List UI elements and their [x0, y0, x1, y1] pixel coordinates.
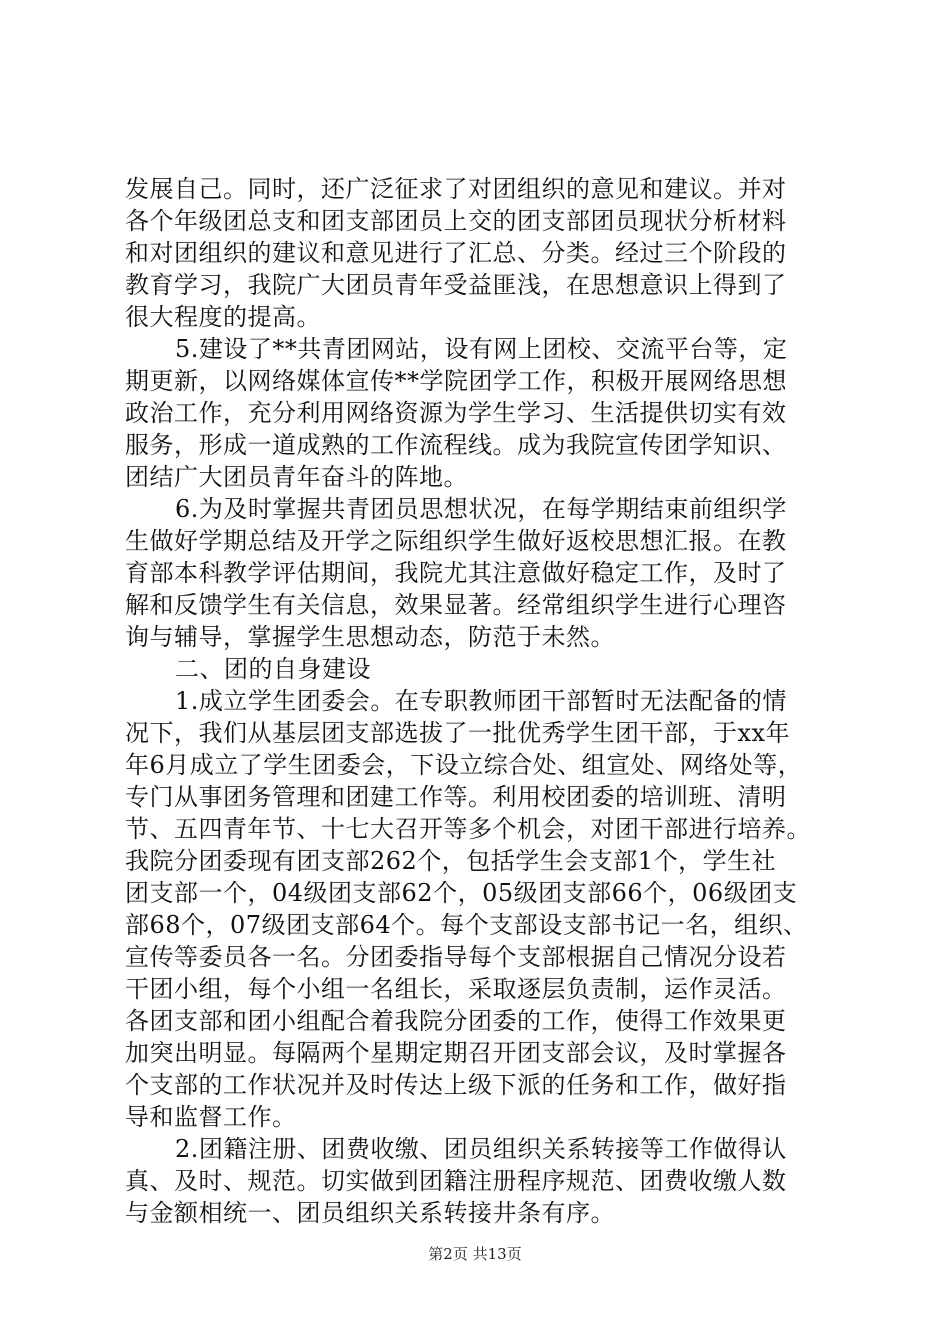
text-line: 各团支部和团小组配合着我院分团委的工作，使得工作效果更 — [125, 1007, 787, 1035]
text-line: 教育学习，我院广大团员青年受益匪浅，在思想意识上得到了 — [125, 271, 787, 299]
paragraph-start-line: 2.团籍注册、团费收缴、团员组织关系转接等工作做得认 — [175, 1135, 787, 1163]
text-line: 政治工作，充分利用网络资源为学生学习、生活提供切实有效 — [125, 399, 787, 427]
paragraph-start-line: 5.建设了**共青团网站，设有网上团校、交流平台等，定 — [175, 335, 788, 363]
text-line: 导和监督工作。 — [125, 1103, 297, 1131]
text-line: 宣传等委员各一名。分团委指导每个支部根据自己情况分设若 — [125, 943, 787, 971]
paragraph-start-line: 6.为及时掌握共青团员思想状况，在每学期结束前组织学 — [175, 495, 787, 523]
text-line: 询与辅导，掌握学生思想动态，防范于未然。 — [125, 623, 615, 651]
text-line: 服务，形成一道成熟的工作流程线。成为我院宣传团学知识、 — [125, 431, 787, 459]
text-line: 解和反馈学生有关信息，效果显著。经常组织学生进行心理咨 — [125, 591, 787, 619]
page-number-footer: 第2页 共13页 — [428, 1245, 522, 1263]
text-line: 与金额相统一、团员组织关系转接井条有序。 — [125, 1199, 615, 1227]
paragraph-start-line: 1.成立学生团委会。在专职教师团干部暂时无法配备的情 — [175, 687, 787, 715]
text-line: 期更新，以网络媒体宣传**学院团学工作，积极开展网络思想 — [125, 367, 787, 395]
text-line: 真、及时、规范。切实做到团籍注册程序规范、团费收缴人数 — [125, 1167, 787, 1195]
text-line: 部68个，07级团支部64个。每个支部设支部书记一名，组织、 — [125, 911, 808, 939]
text-line: 加突出明显。每隔两个星期定期召开团支部会议，及时掌握各 — [125, 1039, 787, 1067]
text-line: 很大程度的提高。 — [125, 303, 321, 331]
text-line: 发展自己。同时，还广泛征求了对团组织的意见和建议。并对 — [125, 175, 787, 203]
text-line: 况下，我们从基层团支部选拔了一批优秀学生团干部，于xx年 — [125, 719, 791, 747]
text-line: 专门从事团务管理和团建工作等。利用校团委的培训班、清明 — [125, 783, 787, 811]
section-heading: 二、团的自身建设 — [175, 655, 371, 683]
text-line: 各个年级团总支和团支部团员上交的团支部团员现状分析材料 — [125, 207, 787, 235]
text-line: 年6月成立了学生团委会，下设立综合处、组宣处、网络处等， — [125, 751, 803, 779]
text-line: 节、五四青年节、十七大召开等多个机会，对团干部进行培养。 — [125, 815, 811, 843]
text-line: 团结广大团员青年奋斗的阵地。 — [125, 463, 468, 491]
text-line: 育部本科教学评估期间，我院尤其注意做好稳定工作，及时了 — [125, 559, 787, 587]
text-line: 生做好学期总结及开学之际组织学生做好返校思想汇报。在教 — [125, 527, 787, 555]
text-line: 和对团组织的建议和意见进行了汇总、分类。经过三个阶段的 — [125, 239, 787, 267]
text-line: 个支部的工作状况并及时传达上级下派的任务和工作，做好指 — [125, 1071, 787, 1099]
text-line: 我院分团委现有团支部262个，包括学生会支部1个，学生社 — [125, 847, 777, 875]
text-line: 团支部一个，04级团支部62个，05级团支部66个，06级团支 — [125, 879, 798, 907]
text-line: 干团小组，每个小组一名组长，采取逐层负责制，运作灵活。 — [125, 975, 787, 1003]
